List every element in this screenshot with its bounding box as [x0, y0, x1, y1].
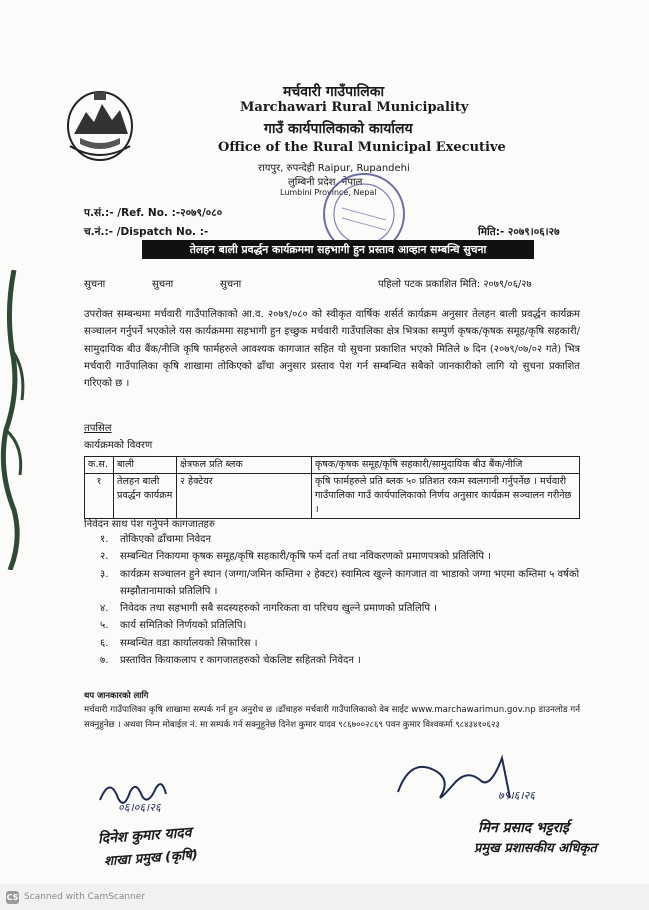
camscanner-logo-icon: CS: [6, 893, 19, 902]
list-item: [84, 548, 584, 565]
plant-stem-decoration: [0, 270, 34, 570]
contact-info: [84, 688, 580, 733]
documents-list: [84, 531, 584, 669]
table-header-cell: बाली: [114, 457, 177, 474]
left-signatory-role: शाखा प्रमुख (कृषि): [103, 847, 199, 870]
nepal-emblem-icon: [64, 86, 136, 162]
notice-word-2: सुचना: [152, 279, 174, 290]
list-item-text: सम्बन्धित निकायमा कृषक समूह/कृषि सहकारी/कृषि फर्म दर्ता तथा नविकरणको प्रमाणपत्रको प्रतिलिपि ।: [120, 551, 492, 563]
published-date: पहिलो पटक प्रकाशित मिति: २०७९/०६/२७: [378, 279, 532, 290]
table-cell: २ हेक्टेयर: [177, 474, 312, 519]
list-item: [84, 566, 584, 601]
table-cell: कृषि फार्महरुले प्रति ब्लक ५० प्रतिशत रकम स्वलगानी गर्नुपर्नेछ । मर्चवारी गाउँपालिका गाउँ कार्यपालिकाको निर्णय अनुसार कार्यक्रम सञ्चालन गरीनेछ ।: [312, 474, 580, 519]
list-item-number: ७.: [100, 655, 109, 667]
right-signatory-role: प्रमुख प्रशासकीय अधिकृत: [474, 841, 597, 856]
list-item-number: १.: [100, 534, 109, 545]
scanner-watermark: [0, 884, 649, 910]
issue-date: मिति:- २०७९।०६।२७: [478, 226, 560, 238]
table-header-cell: कृषक/कृषक समूह/कृषि सहकारी/सामुदायिक बीउ बैंक/नीजि: [312, 457, 580, 474]
list-item: [84, 600, 584, 617]
list-item-number: ४.: [100, 603, 109, 615]
notice-word-3: सुचना: [220, 279, 242, 290]
notice-body: उपरोक्त सम्बन्धमा मर्चवारी गाउँपालिकाको आ.व. २०७९/०८० को स्वीकृत वार्षिक शर्सर्त कार्यक्रम अनुसार तेलहन बाली प्रवर्द्धन कार्यक्रम सञ्चालन गर्नुपर्ने भएकोले यस कार्यक्रममा सहभागी हुन इच्छुक मर्चवारी गाउँपालिका क्षेत्र भित्रका सम्पुर्ण कृषक/कृषक समूह/कृषि सहकारी/सामुदायिक बीउ बैंक/नीजि कृषि फार्महरुले आवश्यक कागजात सहित यो सुचना प्रकाशित भएको मितिले ७ दिन (२०७९/०७/०२ गते) भित्र मर्चवारी गाउँपालिका कृषि शाखामा तोकिएको ढाँचा अनुसार प्रस्ताव पेश गर्न सम्बन्धित सबैको जानकारीको लागि यो सुचना प्रकाशित गरिएको छ ।: [84, 309, 580, 390]
table-header-cell: क.स.: [85, 457, 114, 474]
list-item-text: प्रस्तावित कियाकलाप र कागजातहरुको चेकलिष्ट सहितको निवेदन ।: [120, 655, 361, 667]
office-name-np: गाउँ कार्यपालिकाको कार्यालय: [264, 121, 413, 137]
schedule-label: तपसिल: [84, 423, 112, 434]
list-item: [84, 652, 584, 669]
list-item-number: ५.: [100, 620, 109, 632]
left-signatory-name: दिनेश कुमार यादव: [97, 824, 193, 848]
table-cell: १: [85, 474, 114, 519]
list-item-number: ६.: [100, 637, 109, 649]
table-row: [85, 474, 580, 519]
office-province-en: Lumbini Province, Nepal: [280, 188, 377, 197]
office-province: लुम्बिनी प्रदेश, नेपाल: [288, 177, 363, 188]
right-signatory-name: मिन प्रसाद भट्टराई: [478, 820, 569, 836]
dispatch-number: च.नं.:- /Dispatch No. :-: [84, 226, 209, 238]
list-item-number: ३.: [100, 568, 109, 580]
documents-heading: निवेदन साथ पेश गर्नुपर्ने कागजातहरु: [84, 519, 215, 530]
reference-number: प.सं.:- /Ref. No. :-२०७९/०८०: [84, 207, 223, 219]
list-item-text: कार्यक्रम सञ्चालन हुने स्थान (जग्गा/जमिन कम्तिमा २ हेक्टर) स्वामित्व खुल्ने कागजात वा भाडाको जग्गा भएमा कम्तिमा ५ वर्षको सम्झौतानामाको प्रतिलिपि ।: [120, 568, 580, 597]
notice-title: तेलहन बाली प्रवर्द्धन कार्यक्रममा सहभागी हुन प्रस्ताव आव्हान सम्बन्धि सुचना: [142, 240, 534, 259]
list-item: [84, 531, 584, 548]
list-item-number: २.: [100, 551, 109, 563]
list-item-text: सम्बन्धित वडा कार्यालयको सिफारिस ।: [120, 637, 258, 649]
table-header-cell: क्षेत्रफल प्रति ब्लक: [177, 457, 312, 474]
office-name-en: Office of the Rural Municipal Executive: [218, 140, 506, 155]
list-item: [84, 635, 584, 652]
contact-label: थप जानकारको लागि: [84, 690, 149, 700]
list-item: [84, 617, 584, 634]
table-cell: तेलहन बाली प्रवर्द्धन कार्यक्रम: [114, 474, 177, 519]
program-details-table: [84, 456, 580, 519]
list-item-text: निवेदक तथा सहभागी सबै सदस्यहरुको नागरिकता वा परिचय खुल्ने प्रमाणको प्रतिलिपि ।: [120, 603, 438, 615]
municipality-name-en: Marchawari Rural Municipality: [240, 100, 469, 115]
list-item-text: तोकिएको ढाँचामा निवेदन: [120, 534, 212, 545]
list-item-text: कार्य समितिको निर्णयको प्रतिलिपि।: [120, 620, 247, 632]
left-signature-date: ०६।०६।२६: [118, 801, 161, 814]
watermark-text: Scanned with CamScanner: [24, 892, 146, 902]
office-address: रायपुर, रुपन्देही Raipur, Rupandehi: [258, 163, 410, 174]
contact-text: मर्चवारी गाउँपालिका कृषि शाखामा सम्पर्क गर्न हुन अनुरोध छ ।ढाँचाहरु मर्चवारी गाउँपालिकाको वेब साईट www.marchawarimun.gov.np डाउनलोड गर्न सक्नुहुनेछ । अथवा निम्न मोबाईल नं. मा सम्पर्क गर्न सक्नुहुनेछ दिनेश कुमार यादव ९८६७००२८६९ पवन कुमार विश्वकर्मा ९८४३४१०६२३: [84, 705, 580, 730]
municipality-name-np: मर्चवारी गाउँपालिका: [283, 84, 385, 100]
table-header-row: [85, 457, 580, 474]
program-details-label: कार्यक्रमको विवरण: [84, 440, 153, 451]
right-signature-date: ७९।६।२६: [498, 789, 535, 802]
notice-word-1: सुचना: [84, 279, 106, 290]
